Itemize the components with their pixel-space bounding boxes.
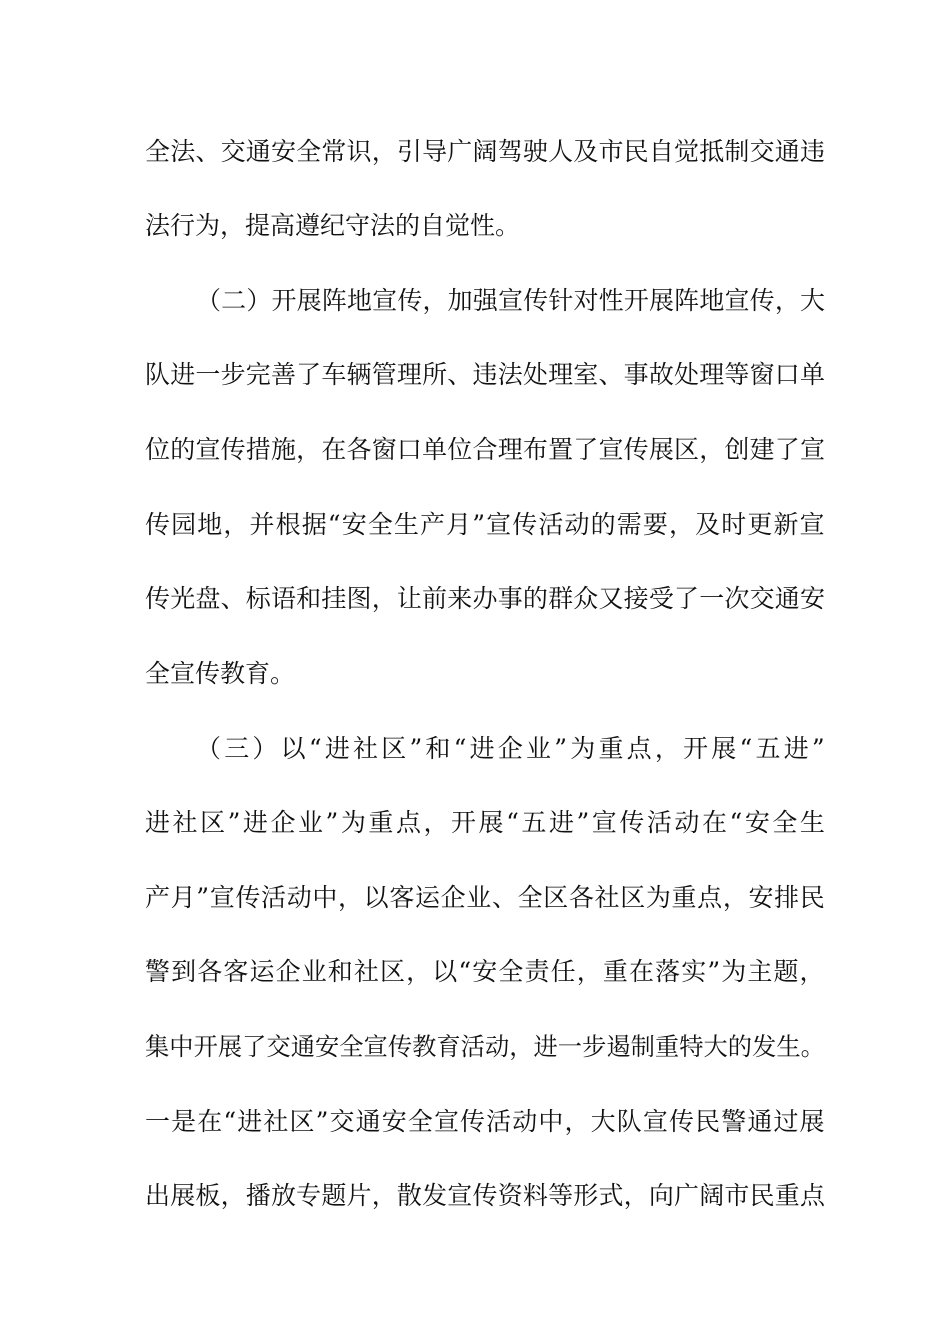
text-line-15: 出展板，播放专题片，散发宣传资料等形式，向广阔市民重点 [145,1181,826,1210]
text-line-12: 警到各客运企业和社区，以“安全责任，重在落实”为主题， [145,957,826,986]
text-line-5: 位的宣传措施，在各窗口单位合理布置了宣传展区，创建了宣 [145,435,826,464]
text-line-9: （三）以“进社区”和“进企业”为重点，开展“五进” [196,734,828,763]
text-line-3: （二）开展阵地宣传，加强宣传针对性开展阵地宣传，大 [196,286,826,315]
text-line-11: 产月”宣传活动中，以客运企业、全区各社区为重点，安排民 [145,883,826,912]
text-line-1: 全法、交通安全常识，引导广阔驾驶人及市民自觉抵制交通违 [145,137,826,166]
text-line-14: 一是在“进社区”交通安全宣传活动中，大队宣传民警通过展 [145,1107,826,1136]
text-line-13: 集中开展了交通安全宣传教育活动，进一步遏制重特大的发生。 [145,1032,825,1061]
text-line-4: 队进一步完善了车辆管理所、违法处理室、事故处理等窗口单 [145,360,826,389]
text-line-10: 进社区”进企业”为重点，开展“五进”宣传活动在“安全生 [145,808,828,837]
text-line-2: 法行为，提高遵纪守法的自觉性。 [145,211,521,240]
text-line-8: 全宣传教育。 [145,659,296,688]
text-line-6: 传园地，并根据“安全生产月”宣传活动的需要，及时更新宣 [145,510,826,539]
text-line-7: 传光盘、标语和挂图，让前来办事的群众又接受了一次交通安 [145,584,826,613]
